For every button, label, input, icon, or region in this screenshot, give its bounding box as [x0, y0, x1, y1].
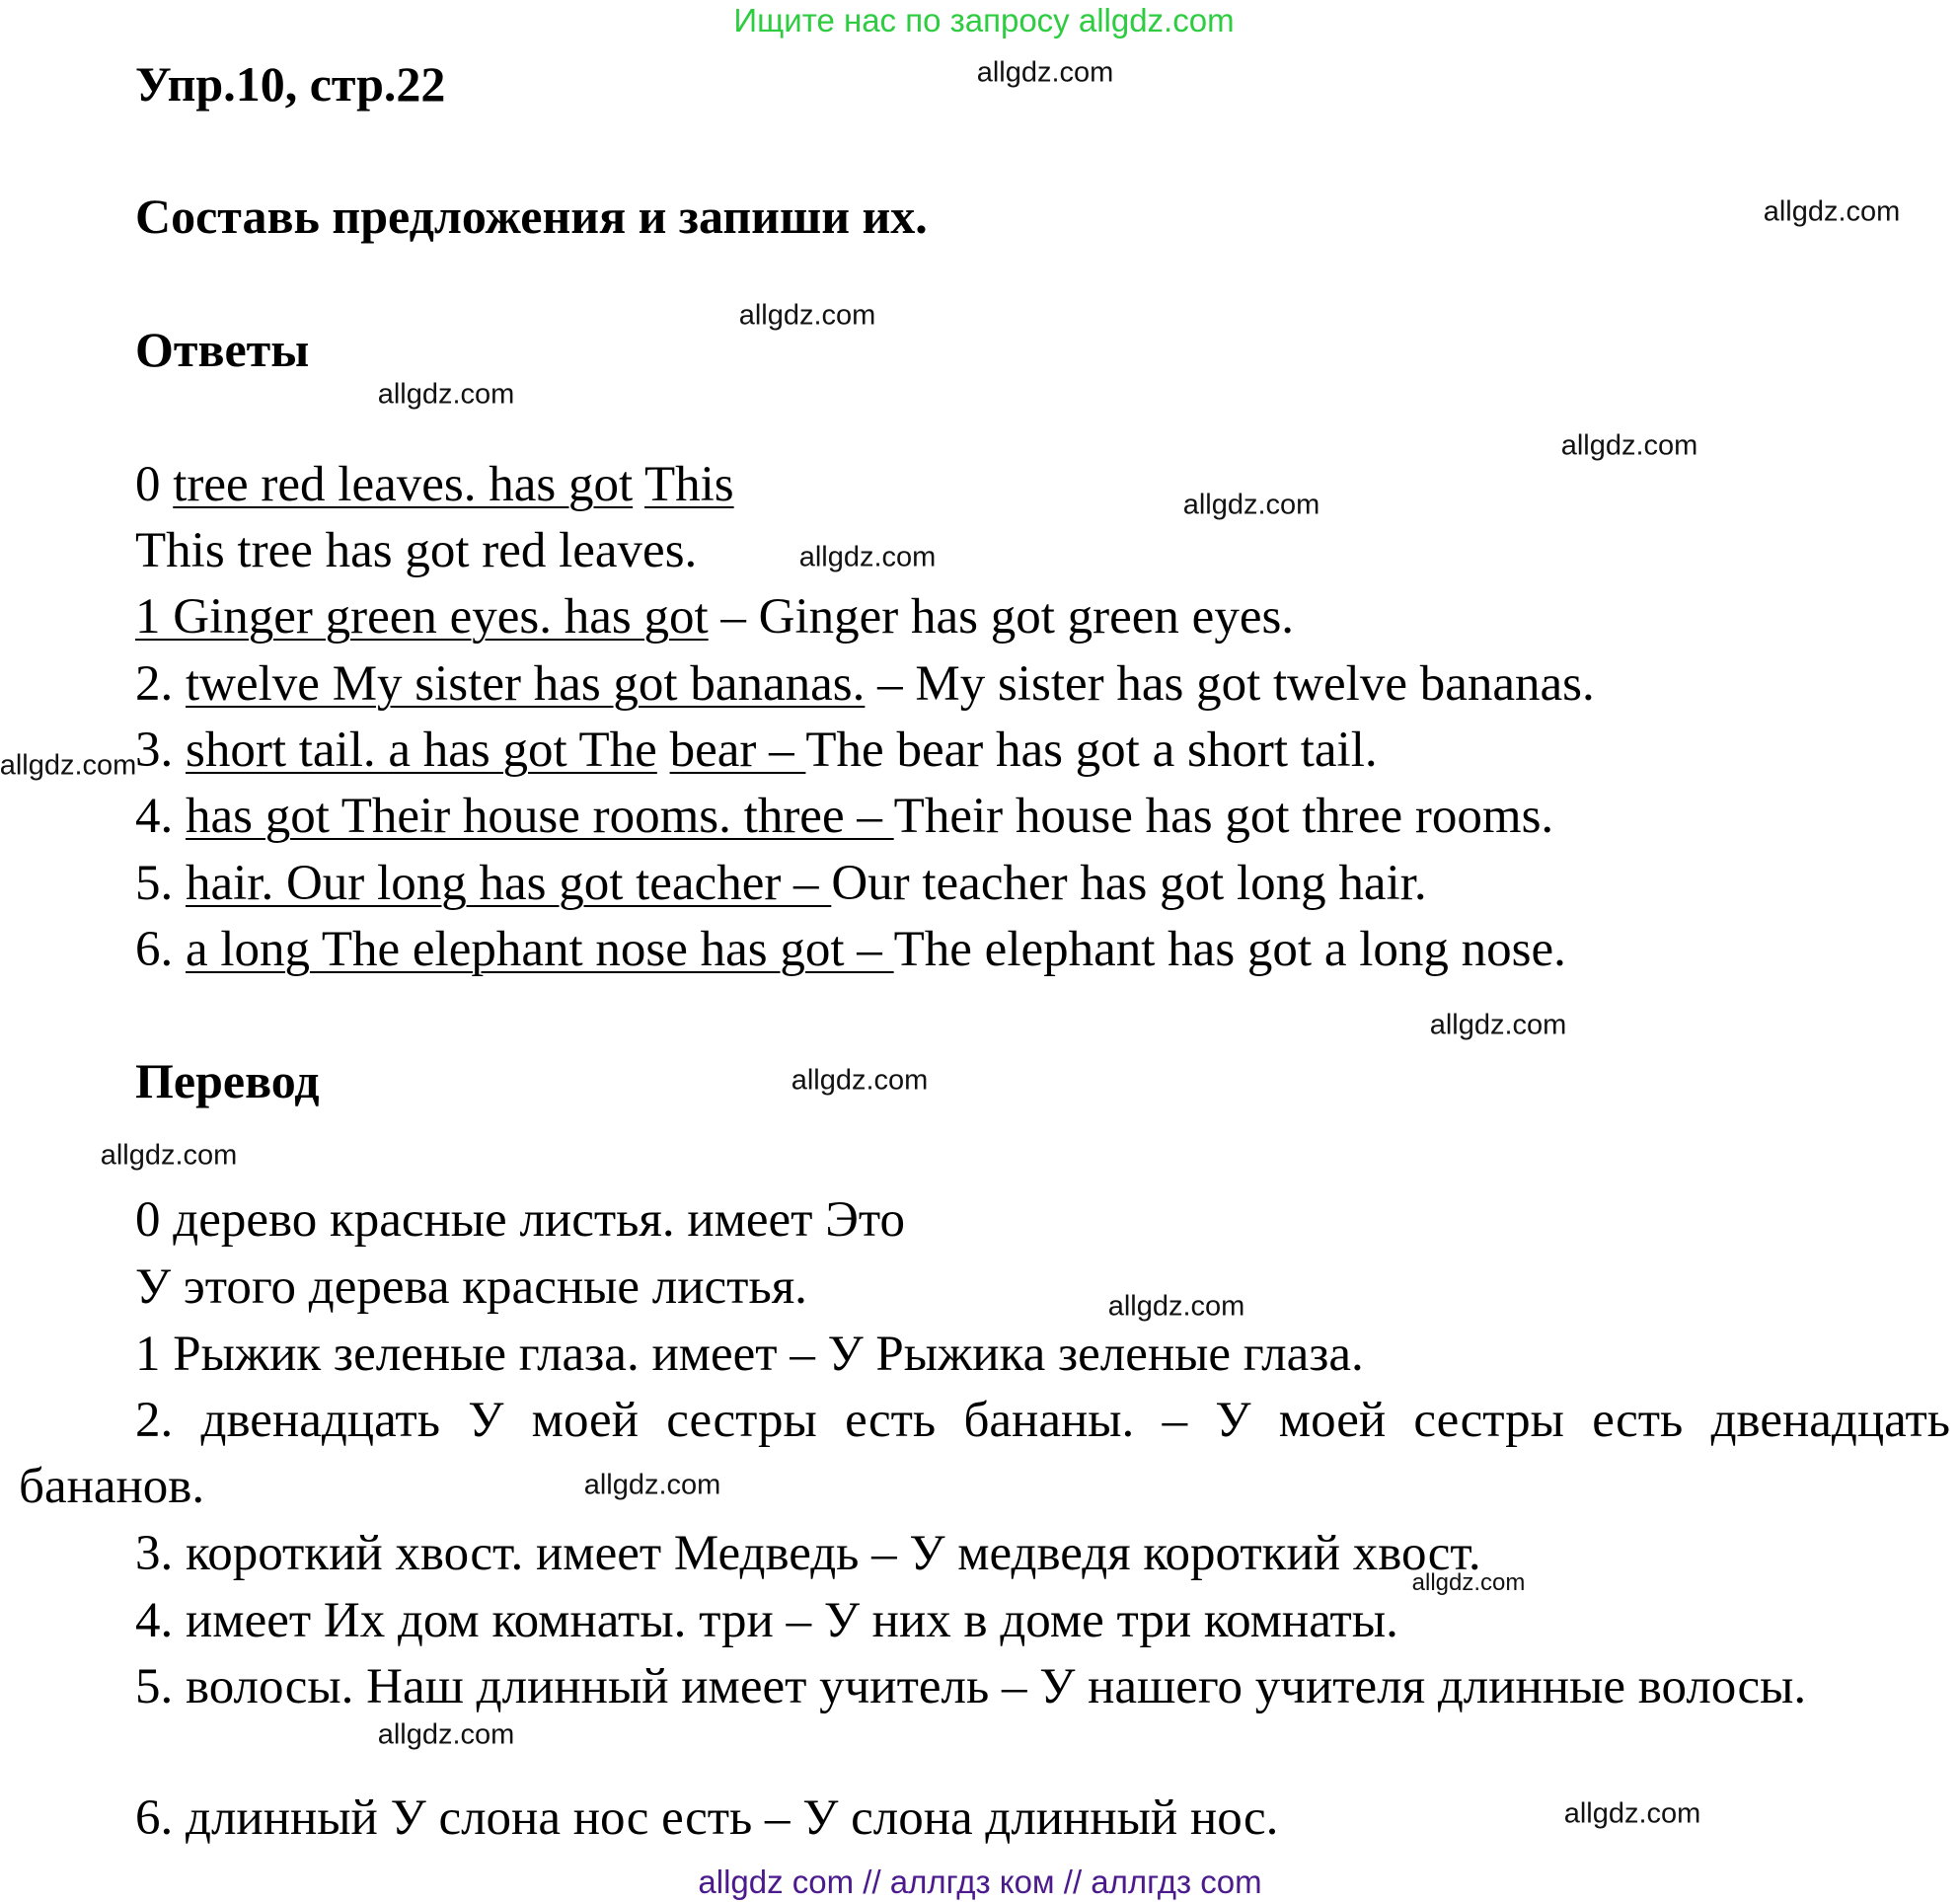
task-heading: Составь предложения и запиши их.: [135, 189, 928, 244]
watermark-text: allgdz.com: [1429, 1009, 1567, 1041]
watermark-text: allgdz.com: [1411, 1569, 1526, 1596]
translation-line: 3. короткий хвост. имеет Медведь – У медведя короткий хвост.: [135, 1526, 1481, 1581]
answer-line: [135, 920, 1566, 979]
answer-line: [135, 721, 1378, 780]
watermark-text: allgdz.com: [100, 1139, 238, 1172]
answer-line: [135, 587, 1294, 647]
watermark-text: allgdz.com: [0, 749, 137, 782]
answer-text: Our teacher has got long hair.: [831, 856, 1427, 911]
scrambled-words: tree red leaves. has got: [173, 457, 634, 512]
watermark-text: allgdz.com: [976, 56, 1114, 89]
scrambled-words: has got Their house rooms. three –: [186, 789, 894, 844]
answer-text: 6.: [135, 922, 186, 977]
translation-line: 5. волосы. Наш длинный имеет учитель – У нашего учителя длинные волосы.: [135, 1659, 1807, 1714]
watermark-text: allgdz.com: [1107, 1290, 1245, 1323]
translation-line: 1 Рыжик зеленые глаза. имеет – У Рыжика зеленые глаза.: [135, 1327, 1364, 1382]
watermark-text: allgdz.com: [377, 1718, 515, 1751]
scrambled-words: twelve My sister has got bananas.: [186, 656, 866, 712]
answer-text: [657, 723, 670, 778]
watermark-text: allgdz.com: [791, 1064, 929, 1097]
top-banner-link[interactable]: Ищите нас по запросу allgdz.com: [733, 2, 1235, 38]
answer-text: This tree has got red leaves.: [135, 523, 698, 578]
answer-text: The elephant has got a long nose.: [893, 922, 1566, 977]
scrambled-words: short tail. a has got The: [186, 723, 657, 778]
watermark-text: allgdz.com: [1563, 1797, 1701, 1830]
answer-text: 5.: [135, 856, 186, 911]
watermark-text: allgdz.com: [1763, 195, 1901, 228]
translation-line: У этого дерева красные листья.: [135, 1259, 807, 1315]
translation-line: 0 дерево красные листья. имеет Это: [135, 1192, 905, 1248]
watermark-text: allgdz.com: [798, 541, 937, 573]
watermark-text: allgdz.com: [1182, 489, 1320, 521]
scrambled-words: a long The elephant nose has got –: [186, 922, 894, 977]
answer-line: [135, 455, 734, 514]
answer-text: Their house has got three rooms.: [893, 789, 1554, 844]
answer-line: [135, 654, 1595, 714]
watermark-text: allgdz.com: [738, 299, 876, 332]
scrambled-words: This: [643, 457, 734, 512]
watermark-text: allgdz.com: [1560, 429, 1698, 462]
answer-text: 0: [135, 457, 174, 512]
watermark-text: allgdz.com: [377, 378, 515, 411]
exercise-title: Упр.10, стр.22: [135, 56, 446, 112]
scrambled-words: bear –: [669, 723, 806, 778]
footer-links[interactable]: allgdz com // аллгдз ком // аллгдз com: [698, 1864, 1262, 1900]
answer-text: The bear has got a short tail.: [805, 723, 1378, 778]
answer-line: [135, 521, 697, 580]
answer-text: 4.: [135, 789, 186, 844]
answer-text: – Ginger has got green eyes.: [708, 589, 1295, 645]
answer-line: [135, 787, 1553, 846]
answers-heading: Ответы: [135, 322, 310, 377]
answer-line: [135, 854, 1427, 913]
translation-line: 4. имеет Их дом комнаты. три – У них в доме три комнаты.: [135, 1593, 1398, 1648]
translation-line: 6. длинный У слона нос есть – У слона длинный нос.: [135, 1790, 1279, 1846]
watermark-text: allgdz.com: [583, 1469, 721, 1501]
answer-text: [633, 457, 644, 512]
translation-heading: Перевод: [135, 1053, 320, 1108]
scrambled-words: hair. Our long has got teacher –: [186, 856, 832, 911]
answer-text: 2.: [135, 656, 186, 712]
scrambled-words: 1 Ginger green eyes. has got: [135, 589, 709, 645]
translation-line: 2. двенадцать У моей сестры есть бананы. – У моей сестры есть двенадцать бананов.: [19, 1393, 1950, 1514]
answer-text: 3.: [135, 723, 186, 778]
answer-text: – My sister has got twelve bananas.: [865, 656, 1595, 712]
